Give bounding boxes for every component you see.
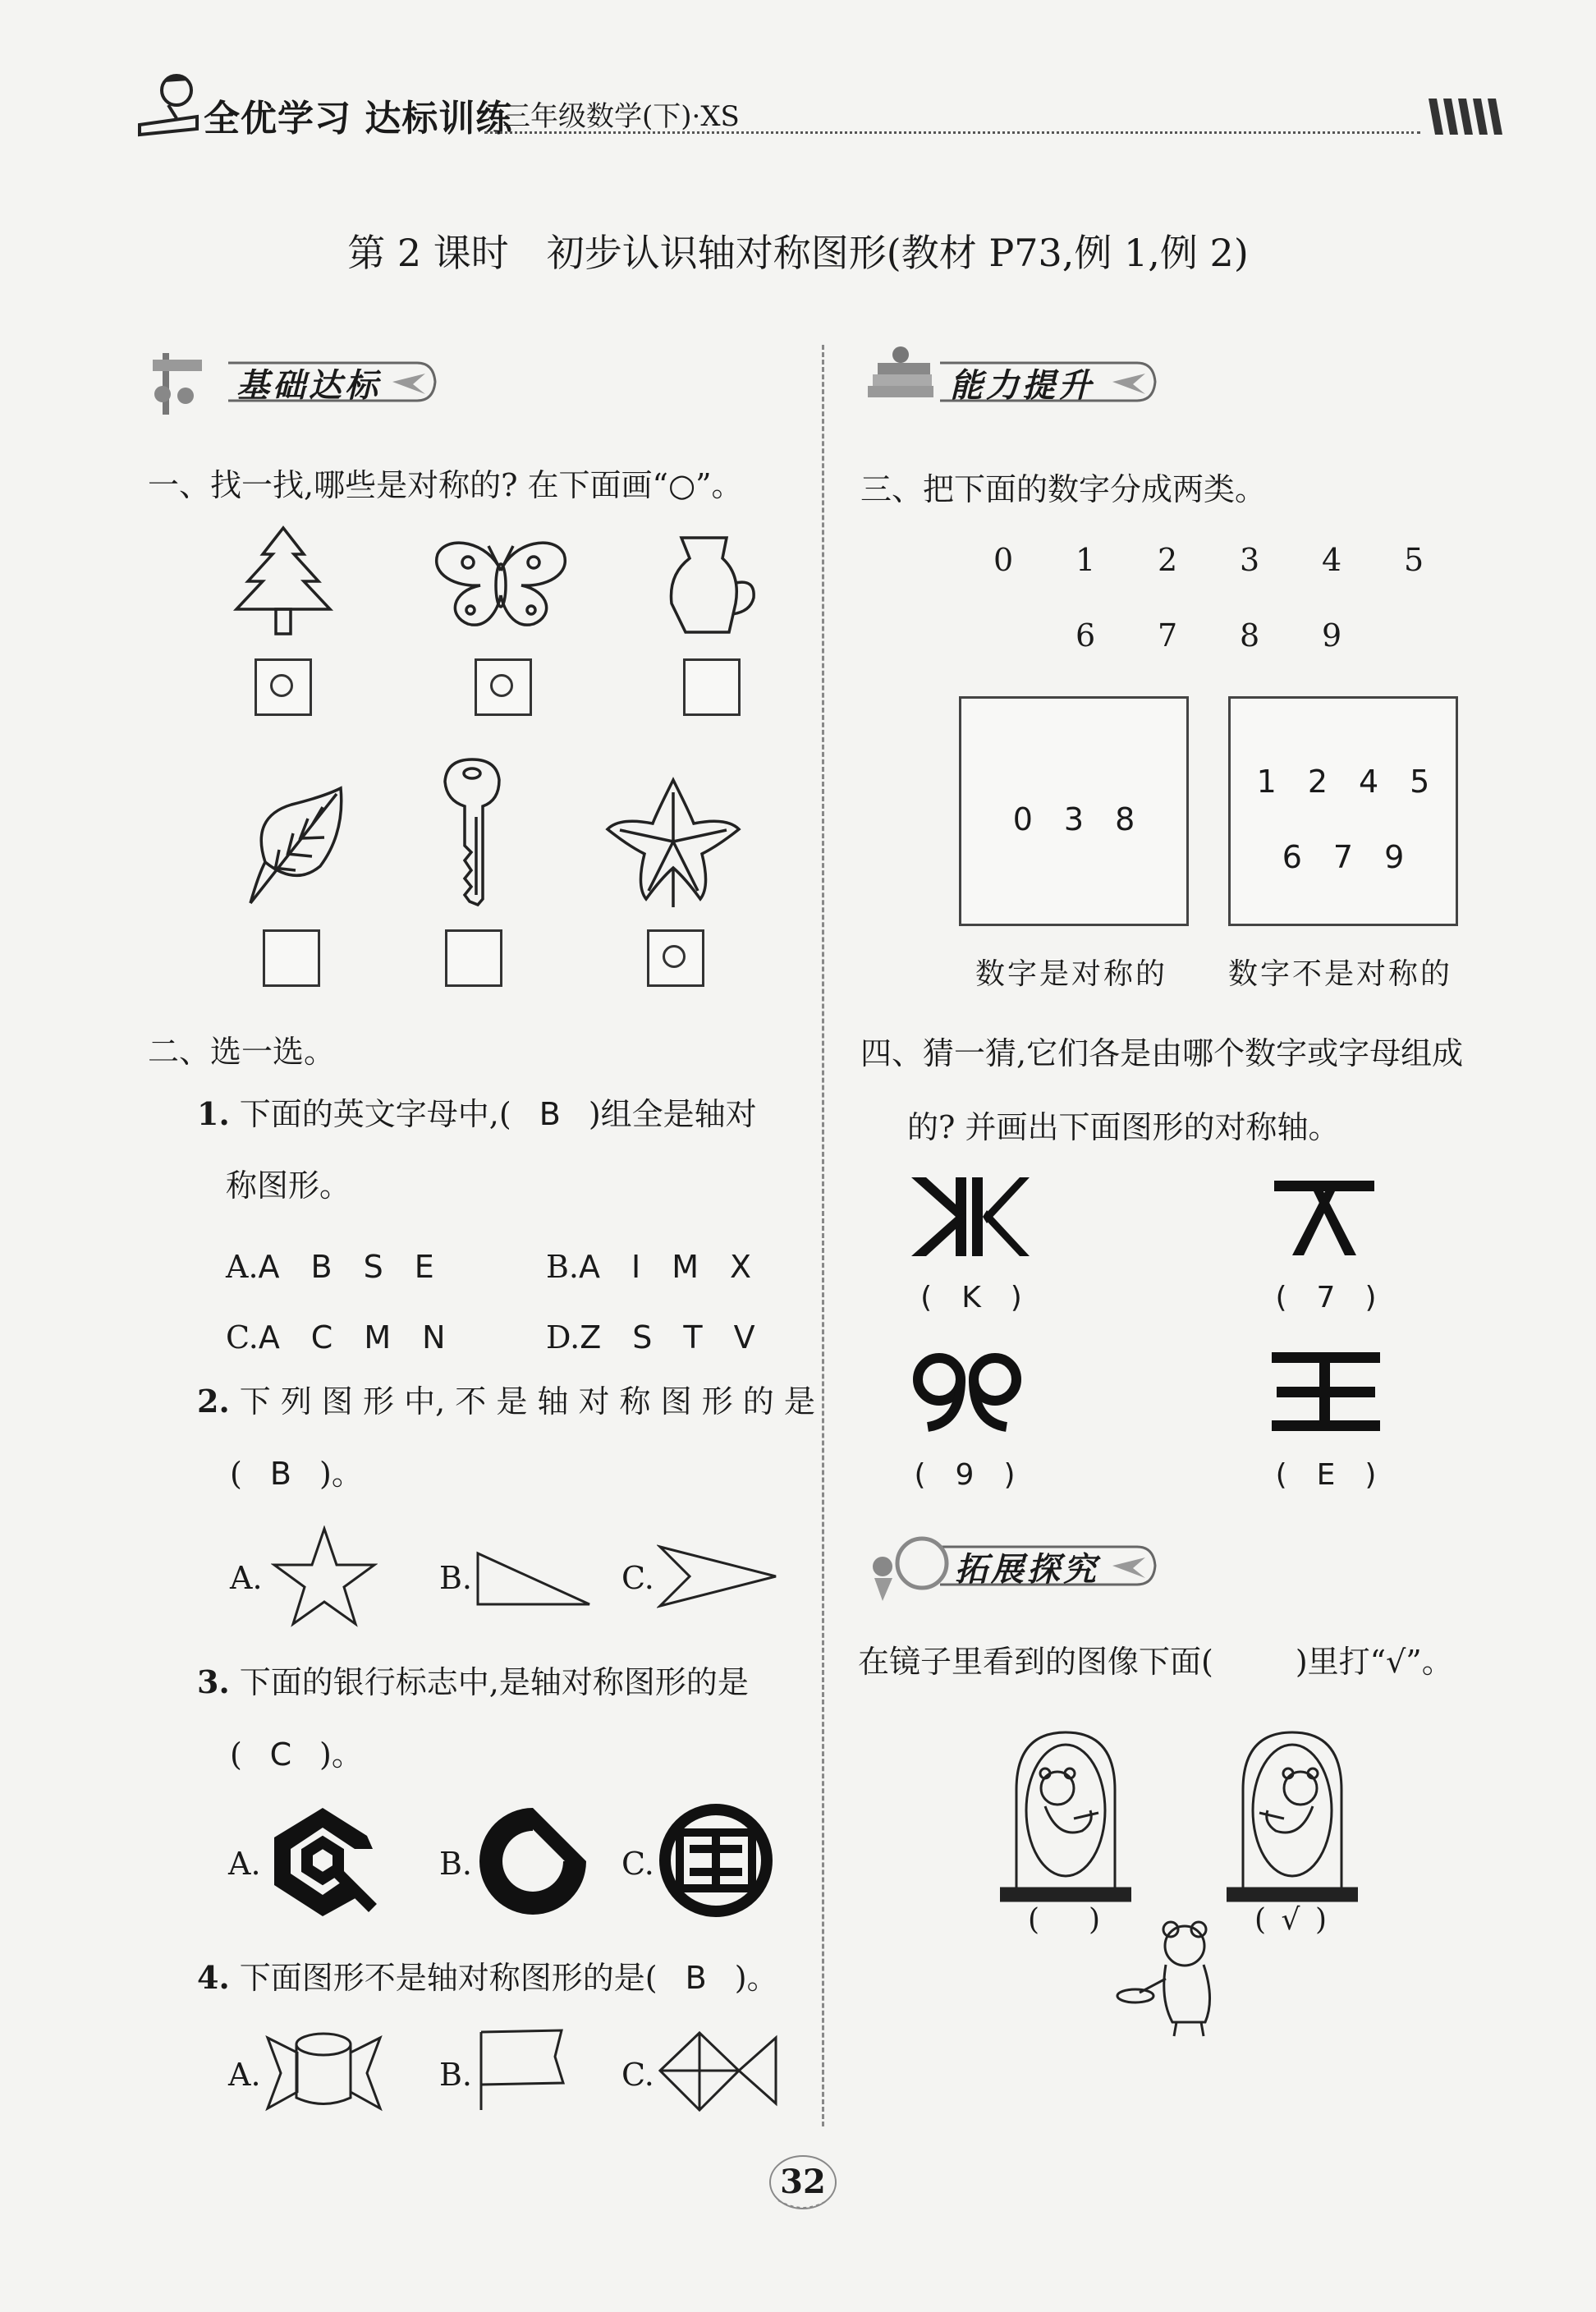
option-key: C. (226, 1319, 259, 1356)
q1-answer-box-key[interactable] (445, 929, 502, 987)
digit: 5 (1404, 542, 1424, 578)
q2-3-answer[interactable]: C (269, 1736, 292, 1773)
digit: 2 (1158, 542, 1178, 578)
circle-mark-icon (270, 674, 293, 697)
q5-text-b: )里打“√”。 (1295, 1644, 1453, 1680)
q4-answer-7[interactable]: ( 7 ) (1275, 1281, 1377, 1314)
option-text: A B S E (258, 1249, 434, 1285)
q1-answer-box-vase[interactable] (683, 658, 741, 716)
right-triangle-icon (475, 1550, 594, 1611)
mirror-right-icon (1227, 1724, 1358, 1908)
leaf-icon (242, 784, 349, 911)
cylinder-shape-icon (264, 2028, 383, 2117)
bank-logo-c-icon (657, 1801, 776, 1924)
q3-box1-text: 0 3 8 (1012, 801, 1135, 837)
q2-1-option-a[interactable] (226, 1241, 434, 1287)
page-number-badge (762, 2149, 844, 2215)
q2-3-label-a[interactable]: A. (228, 1846, 261, 1882)
option-key: B. (546, 1249, 580, 1285)
lesson-title: 第 2 课时 初步认识轴对称图形(教材 P73,例 1,例 2) (347, 231, 1249, 275)
q4-heading-line2: 的? 并画出下面图形的对称轴。 (907, 1109, 1340, 1145)
q3-symmetric-box[interactable] (959, 696, 1189, 926)
q2-1-option-d[interactable] (546, 1312, 755, 1357)
q3-caption-asymmetric: 数字不是对称的 (1228, 957, 1453, 991)
paren-close: )。 (319, 1456, 363, 1492)
q2-4-label-b[interactable]: B. (439, 2057, 473, 2093)
q2-2-label-b[interactable]: B. (439, 1560, 473, 1596)
q2-3-number: 3. (197, 1663, 230, 1700)
q2-3-label-c[interactable]: C. (621, 1846, 654, 1882)
brand-title: 全优学习 达标训练 (204, 98, 513, 140)
star-shape-icon (271, 1525, 378, 1631)
q2-4-answer[interactable]: B (685, 1960, 707, 1996)
q4-heading-line1: 四、猜一猜,它们各是由哪个数字或字母组成 (860, 1035, 1464, 1071)
option-key: A. (226, 1249, 259, 1285)
bear-holding-icon (1115, 1917, 1238, 2044)
header-stripes (1429, 99, 1511, 138)
q4-answer-k[interactable]: ( K ) (920, 1281, 1022, 1314)
q2-4-label-c[interactable]: C. (621, 2057, 654, 2093)
q5-answer-left[interactable]: ( ) (1027, 1903, 1101, 1937)
option-text: Z S T V (580, 1319, 755, 1356)
page-number: 32 (780, 2163, 826, 2201)
answer-letter: K (961, 1281, 981, 1314)
digit: 7 (1158, 617, 1178, 654)
digit: 9 (1322, 617, 1342, 654)
q2-1-text-a: 下面的英文字母中,( (239, 1096, 511, 1132)
section-basic-label: 基础达标 (236, 366, 381, 405)
column-divider (822, 345, 824, 2126)
q5-answer-right[interactable]: ( √ ) (1254, 1903, 1328, 1937)
paren-open: ( (230, 1736, 242, 1773)
q2-1-line1 (197, 1095, 757, 1132)
q3-heading: 三、把下面的数字分成两类。 (860, 471, 1267, 507)
q2-1-number: 1. (197, 1095, 230, 1132)
star-flower-icon (603, 776, 743, 911)
q2-3-line1 (197, 1663, 749, 1700)
section-ability-label: 能力提升 (950, 366, 1094, 405)
paren-open: ( (230, 1456, 242, 1492)
q2-2-number: 2. (197, 1383, 230, 1420)
q2-4-label-a[interactable]: A. (228, 2057, 261, 2093)
q4-answer-9[interactable]: ( 9 ) (914, 1458, 1016, 1492)
q2-4-text-b: )。 (734, 1960, 778, 1996)
grade-label: 三年级数学(下)·XS (502, 100, 740, 133)
option-text: A I M X (579, 1249, 752, 1285)
q3-digits-row1 (985, 542, 1445, 581)
digit: 4 (1322, 542, 1342, 578)
bank-logo-a-icon (264, 1803, 381, 1923)
section-ability-tag (858, 345, 1170, 405)
circle-mark-icon (490, 674, 513, 697)
q2-1-answer[interactable]: B (539, 1096, 561, 1132)
q3-box2-row2: 6 7 9 (1282, 839, 1405, 875)
flag-shape-icon (476, 2024, 566, 2117)
option-text: A C M N (258, 1319, 446, 1356)
answer-letter: 7 (1316, 1281, 1336, 1314)
q1-answer-box-tree[interactable] (255, 658, 312, 716)
q3-asymmetric-box[interactable] (1228, 696, 1458, 926)
q2-1-option-b[interactable] (546, 1241, 751, 1287)
bank-logo-b-icon (475, 1803, 591, 1923)
q2-3-line2 (230, 1736, 363, 1773)
q1-heading: 一、找一找,哪些是对称的? 在下面画“○”。 (148, 467, 743, 503)
section-basic-tag (146, 345, 450, 405)
q1-answer-box-butterfly[interactable] (475, 658, 532, 716)
mirrored-9-icon (910, 1348, 1025, 1438)
mirrored-7-icon (1271, 1179, 1378, 1260)
circle-mark-icon (663, 945, 686, 968)
answer-letter: 9 (955, 1458, 975, 1492)
digit: 3 (1240, 542, 1260, 578)
q5-text (858, 1644, 1453, 1680)
vase-icon (665, 534, 759, 640)
answer-mark: √ (1281, 1903, 1300, 1937)
paren-close: )。 (319, 1736, 363, 1773)
q2-4-number: 4. (197, 1959, 230, 1996)
answer-letter: E (1316, 1458, 1336, 1492)
header-dotted-line (484, 131, 1420, 134)
q2-1-option-c[interactable] (226, 1312, 446, 1357)
q3-digits-row2 (1067, 617, 1412, 657)
mirror-left-icon (1000, 1724, 1131, 1908)
digit: 1 (1075, 542, 1096, 578)
q2-2-text: 下 列 图 形 中, 不 是 轴 对 称 图 形 的 是 (239, 1383, 815, 1420)
butterfly-icon (431, 538, 571, 635)
section-explore-label: 拓展探究 (955, 1550, 1099, 1589)
q2-3-text: 下面的银行标志中,是轴对称图形的是 (239, 1664, 749, 1700)
section-explore-tag (858, 1529, 1170, 1589)
q2-4-line1 (197, 1959, 778, 1996)
q2-2-label-c[interactable]: C. (621, 1560, 654, 1596)
q2-2-line1 (197, 1383, 815, 1420)
q2-2-line2 (230, 1456, 363, 1492)
q1-answer-box-leaf[interactable] (263, 929, 320, 987)
q3-caption-symmetric: 数字是对称的 (975, 957, 1168, 991)
mirrored-e-icon (1268, 1351, 1383, 1436)
q5-text-a: 在镜子里看到的图像下面( (858, 1644, 1213, 1680)
q2-1-text-b: )组全是轴对 (588, 1096, 757, 1132)
q2-heading: 二、选一选。 (148, 1034, 336, 1070)
tree-icon (230, 525, 337, 640)
mirrored-k-icon (905, 1176, 1032, 1261)
digit: 6 (1075, 617, 1096, 654)
arrow-quad-icon (657, 1544, 780, 1612)
option-key: D. (546, 1319, 580, 1356)
digit: 0 (993, 542, 1014, 578)
key-icon (435, 755, 509, 911)
q2-3-label-b[interactable]: B. (439, 1846, 473, 1882)
q3-box2-row1: 1 2 4 5 (1256, 764, 1430, 800)
q4-answer-e[interactable]: ( E ) (1275, 1458, 1377, 1492)
q2-4-text-a: 下面图形不是轴对称图形的是( (239, 1960, 658, 1996)
q2-2-answer[interactable]: B (269, 1456, 291, 1492)
digit: 8 (1240, 617, 1260, 654)
fish-shape-icon (657, 2028, 780, 2117)
header-mascot (131, 67, 205, 141)
q2-1-line2: 称图形。 (226, 1167, 351, 1204)
q2-2-label-a[interactable]: A. (230, 1560, 263, 1596)
q1-answer-box-flower[interactable] (647, 929, 704, 987)
